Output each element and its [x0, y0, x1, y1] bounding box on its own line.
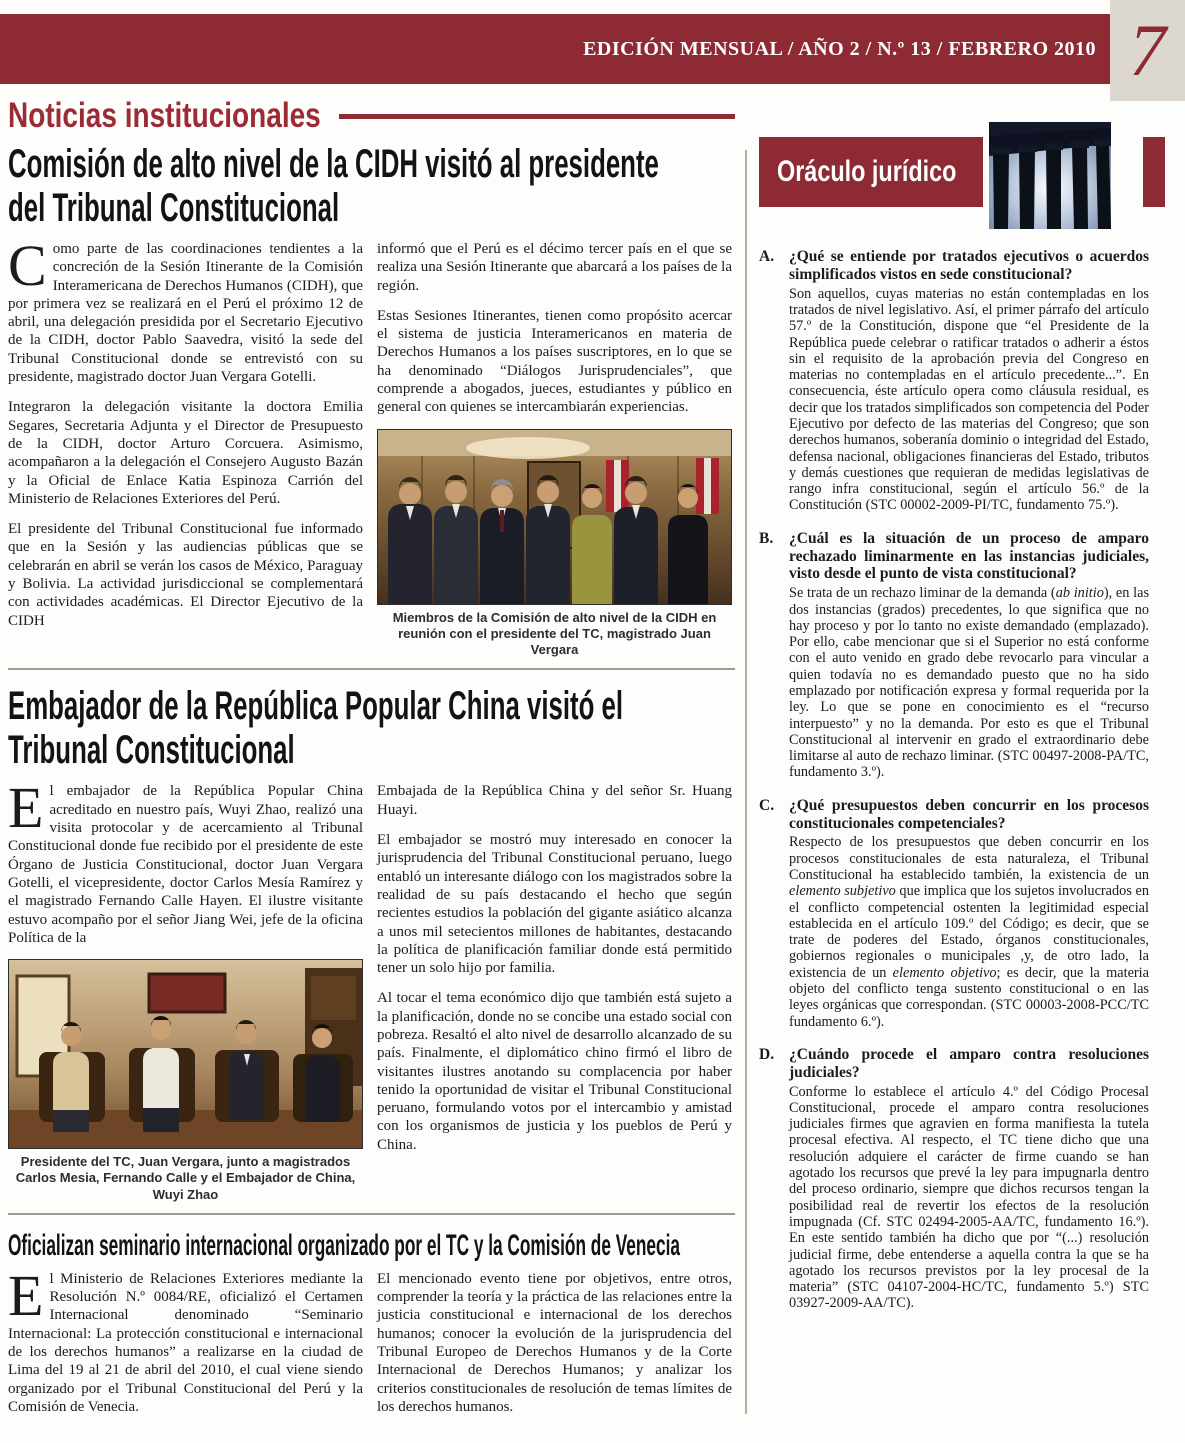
- section-title-rule: [339, 114, 735, 119]
- article-divider: [8, 668, 735, 670]
- page-number: 7: [1129, 9, 1166, 92]
- qa-question: ¿Cuál es la situación de un proceso de amparo rechazado liminarmente en las instancias judiciales, visto desde el punto de vista constitucional?: [789, 529, 1149, 583]
- article3-paragraph: El Ministerio de Relaciones Exteriores mediante la Resolución N.º 0084/RE, oficializó el Certamen Internacional denominado “Seminario Internacional: La protección constitucional e internacional de los derechos humanos” a realizarse en la ciudad de Lima del 19 al 21 de abril del 2010, el cual viene siendo organizado por el Tribunal Constitucional del Perú y la Comisión de Venecia.: [8, 1262, 363, 1415]
- article1-headline-line1: Comisión de alto nivel de la CIDH visitó al presidente: [8, 142, 659, 186]
- page-number-box: [1110, 0, 1185, 101]
- article2-photo-caption: Presidente del TC, Juan Vergara, junto a magistrados Carlos Mesia, Fernando Calle y el Embajador de China, Wuyi Zhao: [15, 1154, 356, 1202]
- article1-col1: [8, 233, 363, 658]
- article1-figure: [377, 429, 732, 659]
- cidh-meeting-photo: [377, 429, 732, 605]
- qa-label: D.: [759, 1045, 775, 1063]
- article2-headline: [8, 684, 737, 772]
- article2-headline-line1: Embajador de la República Popular China visitó el: [8, 684, 624, 729]
- article3-headline: Oficializan seminario internacional organizado por el TC y la Comisión de Venecia: [8, 1228, 680, 1262]
- article1-headline-line2: del Tribunal Constitucional: [8, 186, 340, 230]
- article2-body: [8, 775, 737, 1202]
- qa-label: C.: [759, 796, 775, 814]
- article2-paragraph: Embajada de la República China y del señor Sr. Huang Huayi.: [377, 783, 732, 818]
- dropcap-letter: E: [8, 775, 44, 841]
- article2-figure: [8, 959, 363, 1203]
- article1-col2: [377, 240, 732, 658]
- dropcap-letter: C: [8, 233, 47, 298]
- qa-answer: Respecto de los presupuestos que deben concurrir en los procesos constitucionales de esta naturaleza, el Tribunal Constitucional ha establecido también, la existencia de un elemento subjetivo que implica que los sujetos involucrados en el conflicto competencial ostenten la legitimidad especial establecida en el artículo 109.º del Código; es decir, que se trate de poderes del Estado, órganos constitucionales, gobiernos regionales o municipales ,y, de otro lado, la existencia de un elemento objetivo; es decir, que la materia objeto del conflicto tenga sustento constitucional o en las leyes orgánicas que correspondan. (STC 00003-2008-PCC/TC fundamento 6.º).: [789, 834, 1149, 1030]
- article2-paragraph: El embajador de la República Popular China acreditado en nuestro país, Wuyi Zhao, realizó una visita protocolar y de acercamiento al Tribunal Constitucional donde fue recibido por el presidente de este Órgano de Justicia Constitucional, doctor Juan Vergara Gotelli, el vicepresidente, doctor Carlos Mesía Ramírez y el magistrado Fernando Calle Hayen. El ilustre visitante estuvo acompaño por el señor Jiang Wei, jefe de la oficina Política de la: [8, 775, 363, 946]
- page-header-band: [0, 14, 1110, 84]
- section-title: Noticias institucionales: [8, 96, 321, 135]
- qa-item-c: [759, 797, 1149, 1030]
- oraculo-red-tab: [1143, 137, 1165, 207]
- qa-question: ¿Cuándo procede el amparo contra resoluciones judiciales?: [789, 1045, 1149, 1081]
- article3-paragraph: El mencionado evento tiene por objetivos, entre otros, comprender la teoría y la práctica de las relaciones entre la justicia constitucional e internacional de los derechos humanos; conocer la evolución de la jurisprudencia del Tribunal Europeo de Derechos Humanos y de la Corte Internacional de Derechos Humanos; y analizar los criterios constitucionales de resolución de temas límites de los derechos humanos.: [377, 1270, 732, 1415]
- qa-item-d: [759, 1046, 1149, 1312]
- article1-paragraph: informó que el Perú es el décimo tercer país en el que se realiza una Sesión Itinerante que abarcará a los países de la región.: [377, 241, 732, 294]
- article-divider: [8, 1213, 735, 1215]
- article2-col2: [377, 782, 732, 1202]
- temple-columns-photo: [989, 122, 1111, 229]
- qa-item-b: [759, 530, 1149, 781]
- article2-paragraph: Al tocar el tema económico dijo que también está sujeto a la planificación, donde no se concibe una estado social con pobreza. Resaltó el alto nivel de desarrollo alcanzado de su país. Finalmente, el diplomático chino firmó el libro de visitantes ilustres anotando su complacencia por haber tenido la oportunidad de visitar el Tribunal Constitucional peruano, formulando votos por el intercambio y amistad con los organismos de justicia y los pueblos de Perú y China.: [377, 990, 732, 1153]
- qa-question: ¿Qué presupuestos deben concurrir en los procesos constitucionales competenciales?: [789, 796, 1149, 832]
- main-column: [8, 94, 737, 1428]
- section-header: [8, 94, 737, 138]
- article1-paragraph: Como parte de las coordinaciones tendientes a la concreción de la Sesión Itinerante de la Comisión Interamericana de Derechos Humanos (CIDH), que por primera vez se realizará en el Perú el próximo 12 de abril, una delegación presidida por el Secretario Ejecutivo de la CIDH, doctor Pablo Saavedra, visitó la sede del Tribunal Constitucional donde se entrevistó con su presidente, magistrado doctor Juan Vergara Gotelli.: [8, 233, 363, 386]
- article1-photo-caption: Miembros de la Comisión de alto nivel de la CIDH en reunión con el presidente del TC, magistrado Juan Vergara: [392, 609, 717, 658]
- qa-label: B.: [759, 529, 774, 547]
- oraculo-sidebar: [747, 94, 1185, 1428]
- oraculo-title-box: [759, 137, 983, 207]
- article1-headline: [8, 142, 737, 230]
- qa-item-a: [759, 248, 1149, 514]
- edition-line: EDICIÓN MENSUAL / AÑO 2 / N.º 13 / FEBRERO 2010: [583, 37, 1096, 60]
- article1-body: [8, 233, 737, 658]
- qa-label: A.: [759, 248, 775, 265]
- dropcap-letter: E: [8, 1262, 44, 1328]
- article2-headline-line2: Tribunal Constitucional: [8, 728, 295, 773]
- qa-answer: Se trata de un rechazo liminar de la demanda (ab initio), en las dos instancias (grados) precedentes, lo que significa que no hay proceso y por lo tanto no existe demandado (emplazado). Por ello, cabe mencionar que si el Superior no está conforme con el auto venido en grado debe revocarlo para vincular a quien todavía no es demandado puesto que no ha sido emplazado por notificación expresa y formal requerida por la ley. Lo que se pone en conocimiento es el “recurso interpuesto” y no la demanda. Por esto es que el Tribunal Constitucional al intervenir en grado el extraordinario debe limitarse al auto de rechazo liminar. (STC 00497-2008-PA/TC, fundamento 3.º).: [789, 585, 1150, 781]
- qa-answer: Son aquellos, cuyas materias no están contempladas en los tratados de nivel legislativo. Así, el primer párrafo del artículo 57.º de la Constitución, dispone que “el Presidente de la República puede celebrar o ratificar tratados o adherir a éstos sin el requisito de la aprobación previa del Congreso en materias no contempladas en el artículo precedente...”. En consecuencia, éste artículo opera como cláusula residual, es decir que los tratados simplificados son competencia del Poder Ejecutivo por defecto de las materias del Congreso; que son derechos humanos, soberanía dominio o integridad del Estado, defensa nacional, obligaciones financieras del Estado, tributos y demás cuestiones que requieran de medidas legislativas de rango infra constitucional, según el artículo 56.º de la Constitución (STC 00002-2009-PI/TC, fundamento 75.º).: [789, 285, 1149, 514]
- article1-paragraph: Integraron la delegación visitante la doctora Emilia Segares, Secretaria Adjunta y el Director de Presupuesto de la CIDH, doctor Arturo Corcuera. Asimismo, acompañaron a la delegación el Consejero Augusto Bazán y la Oficial de Enlace Katia Espinoza Carrión del Ministerio de Relaciones Exteriores del Perú.: [8, 399, 363, 507]
- article3-col1: [8, 1262, 363, 1428]
- oraculo-title: Oráculo jurídico: [777, 155, 957, 188]
- qa-question: ¿Qué se entiende por tratados ejecutivos o acuerdos simplificados vistos en sede constitucional?: [789, 248, 1149, 283]
- article1-paragraph: Estas Sesiones Itinerantes, tienen como propósito acercar el sistema de justicia Interamericanos en materia de Derechos Humanos a los países suscriptores, en lo que se ha denominado “Diálogos Jurisprudenciales”, que comprende a abogados, jueces, estudiantes y público en general con quienes se intercambiarán experiencias.: [377, 307, 732, 416]
- article3-body: [8, 1262, 737, 1428]
- oraculo-header: [759, 120, 1149, 232]
- china-ambassador-photo: [8, 959, 363, 1149]
- article1-paragraph: El presidente del Tribunal Constitucional fue informado que en la Sesión y las audiencias públicas que se celebrarán en abril se verán los casos de México, Paraguay y Bolivia. La actividad jurisdiccional se complementará con actividades académicas. El Director Ejecutivo de la CIDH: [8, 521, 363, 629]
- qa-answer: Conforme lo establece el artículo 4.º del Código Procesal Constitucional, procede el amparo contra resoluciones judiciales firmes que agravien en forma manifiesta la tutela procesal efectiva. Al respecto, el TC tiene dicho que una resolución adquiere el carácter de firme cuando se han agotado los recursos que prevé la ley para impugnarla dentro del proceso ordinario, siempre que dichos recursos tengan la posibilidad real de revertir los efectos de la resolución impugnada (Cf. STC 02494-2005-AA/TC, fundamento 16.º). En este sentido también ha dicho que por “(...) resolución judicial firme, debe entenderse a aquella contra la que se ha agotado los recursos previstos por la ley procesal de la materia” (STC 04107-2004-HC/TC, fundamento 5.º) STC 03927-2009-AA/TC).: [789, 1083, 1149, 1312]
- article2-col1: [8, 775, 363, 1202]
- article3-col2: [377, 1270, 732, 1428]
- article2-paragraph: El embajador se mostró muy interesado en conocer la jurisprudencia del Tribunal Constitucional peruano, luego entabló un interesante diálogo con los magistrados sobre la realidad de su país destacando el hecho que según recientes estudios la población del gigante asiático alcanza a unos mil setecientos millones de habitantes, destacando la política de planificación familiar donde está permitido tener un solo hijo por familia.: [377, 832, 732, 977]
